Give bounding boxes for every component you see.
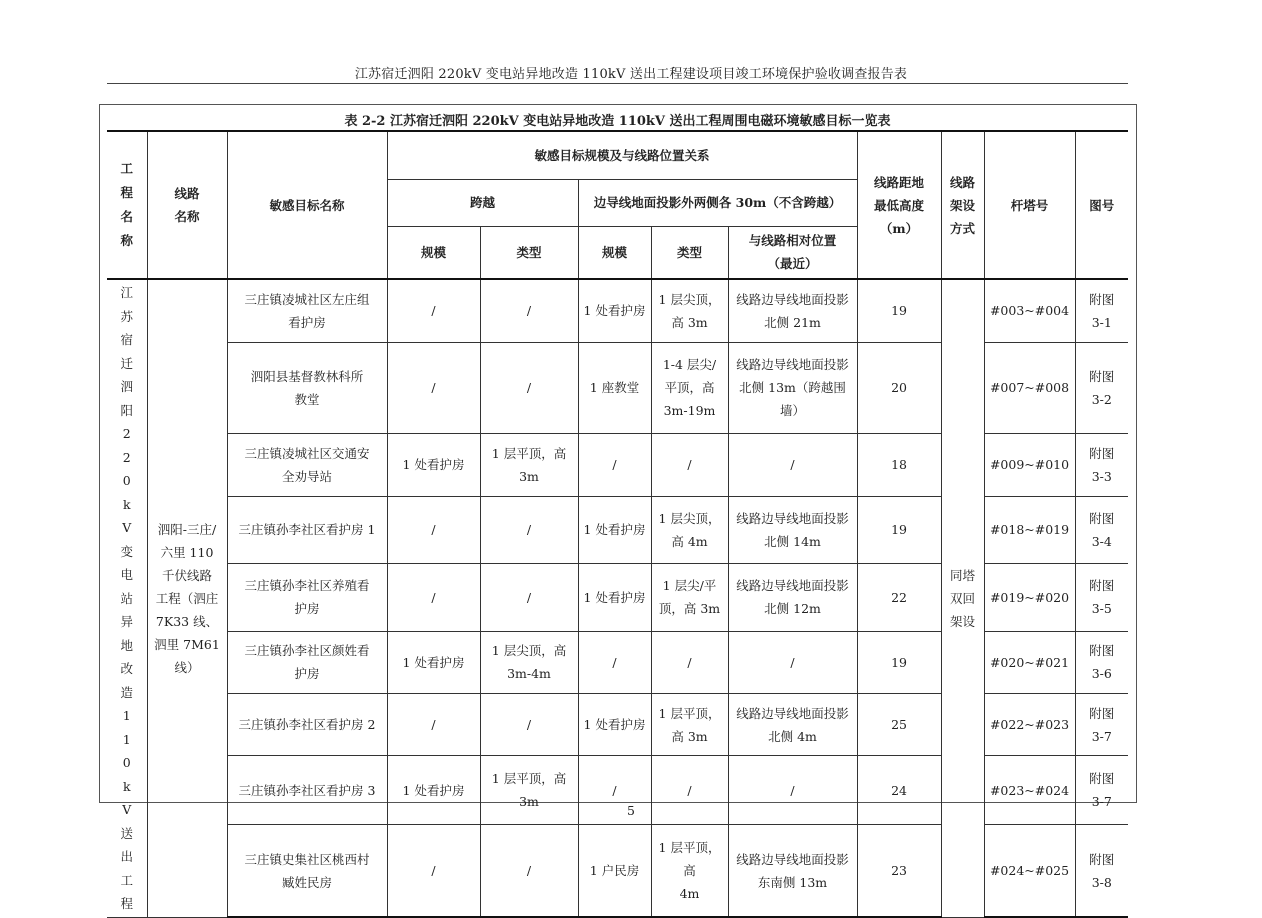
tower-number: #009~#010 bbox=[984, 434, 1075, 496]
target-name: 三庄镇凌城社区左庄组 看护房 bbox=[227, 279, 387, 342]
figure-number: 附图 3-3 bbox=[1075, 434, 1128, 496]
relative-position: 线路边导线地面投影 北侧 14m bbox=[728, 496, 857, 563]
erection-method: 同塔 双回 架设 bbox=[941, 279, 984, 917]
side-scale: 1 座教堂 bbox=[578, 342, 651, 434]
crossing-scale: / bbox=[387, 564, 480, 631]
header-position: 与线路相对位置 （最近） bbox=[728, 226, 857, 279]
relative-position: / bbox=[728, 631, 857, 693]
figure-number: 附图 3-2 bbox=[1075, 342, 1128, 434]
min-height: 25 bbox=[857, 693, 941, 755]
min-height: 19 bbox=[857, 279, 941, 342]
crossing-type: / bbox=[480, 825, 578, 917]
header-target-name: 敏感目标名称 bbox=[227, 131, 387, 279]
relative-position: 线路边导线地面投影 北侧 12m bbox=[728, 564, 857, 631]
min-height: 18 bbox=[857, 434, 941, 496]
header-erection: 线路 架设 方式 bbox=[941, 131, 984, 279]
min-height: 24 bbox=[857, 756, 941, 825]
side-type: / bbox=[651, 631, 728, 693]
crossing-type: 1 层平顶，高 3m bbox=[480, 434, 578, 496]
target-name: 泗阳县基督教林科所 教堂 bbox=[227, 342, 387, 434]
target-name: 三庄镇凌城社区交通安 全劝导站 bbox=[227, 434, 387, 496]
min-height: 23 bbox=[857, 825, 941, 917]
crossing-scale: 1 处看护房 bbox=[387, 756, 480, 825]
min-height: 22 bbox=[857, 564, 941, 631]
side-type: / bbox=[651, 434, 728, 496]
tower-number: #007~#008 bbox=[984, 342, 1075, 434]
crossing-type: / bbox=[480, 342, 578, 434]
side-scale: / bbox=[578, 756, 651, 825]
side-scale: 1 处看护房 bbox=[578, 496, 651, 563]
min-height: 20 bbox=[857, 342, 941, 434]
target-name: 三庄镇孙李社区颜姓看 护房 bbox=[227, 631, 387, 693]
relative-position: 线路边导线地面投影 东南侧 13m bbox=[728, 825, 857, 917]
header-line-name: 线路 名称 bbox=[147, 131, 227, 279]
report-header-title: 江苏宿迁泗阳 220kV 变电站异地改造 110kV 送出工程建设项目竣工环境保护验收调查报告表 bbox=[354, 67, 908, 82]
sensitive-targets-table bbox=[107, 130, 1128, 918]
side-type: / bbox=[651, 756, 728, 825]
header-crossing-scale: 规模 bbox=[387, 226, 480, 279]
tower-number: #019~#020 bbox=[984, 564, 1075, 631]
min-height: 19 bbox=[857, 631, 941, 693]
tower-number: #003~#004 bbox=[984, 279, 1075, 342]
side-scale: 1 户民房 bbox=[578, 825, 651, 917]
crossing-type: / bbox=[480, 279, 578, 342]
figure-number: 附图 3-6 bbox=[1075, 631, 1128, 693]
tower-number: #018~#019 bbox=[984, 496, 1075, 563]
side-scale: 1 处看护房 bbox=[578, 693, 651, 755]
crossing-type: 1 层平顶，高 3m bbox=[480, 756, 578, 825]
table-caption: 表 2-2 江苏宿迁泗阳 220kV 变电站异地改造 110kV 送出工程周围电磁环境敏感目标一览表 bbox=[344, 114, 891, 129]
relative-position: 线路边导线地面投影 北侧 13m（跨越围墙） bbox=[728, 342, 857, 434]
tower-number: #023~#024 bbox=[984, 756, 1075, 825]
crossing-scale: / bbox=[387, 825, 480, 917]
tower-number: #020~#021 bbox=[984, 631, 1075, 693]
header-side: 边导线地面投影外两侧各 30m（不含跨越） bbox=[578, 179, 857, 226]
relative-position: 线路边导线地面投影 北侧 4m bbox=[728, 693, 857, 755]
header-divider bbox=[107, 83, 1128, 84]
side-type: 1 层尖顶， 高 4m bbox=[651, 496, 728, 563]
header-side-type: 类型 bbox=[651, 226, 728, 279]
crossing-type: / bbox=[480, 693, 578, 755]
header-figure: 图号 bbox=[1075, 131, 1128, 279]
relative-position: / bbox=[728, 434, 857, 496]
side-scale: 1 处看护房 bbox=[578, 279, 651, 342]
tower-number: #024~#025 bbox=[984, 825, 1075, 917]
relative-position: / bbox=[728, 756, 857, 825]
crossing-scale: 1 处看护房 bbox=[387, 434, 480, 496]
side-type: 1-4 层尖/ 平顶，高 3m-19m bbox=[651, 342, 728, 434]
side-type: 1 层尖顶， 高 3m bbox=[651, 279, 728, 342]
side-type: 1 层尖/平 顶，高 3m bbox=[651, 564, 728, 631]
header-min-height: 线路距地 最低高度 （m） bbox=[857, 131, 941, 279]
target-name: 三庄镇孙李社区看护房 3 bbox=[227, 756, 387, 825]
relative-position: 线路边导线地面投影 北侧 21m bbox=[728, 279, 857, 342]
tower-number: #022~#023 bbox=[984, 693, 1075, 755]
crossing-scale: / bbox=[387, 342, 480, 434]
side-scale: / bbox=[578, 631, 651, 693]
crossing-scale: / bbox=[387, 279, 480, 342]
target-name: 三庄镇孙李社区养殖看 护房 bbox=[227, 564, 387, 631]
figure-number: 附图 3-1 bbox=[1075, 279, 1128, 342]
header-project-name: 工程名称 bbox=[107, 131, 147, 279]
figure-number: 附图 3-8 bbox=[1075, 825, 1128, 917]
table-row bbox=[107, 279, 1128, 342]
figure-number: 附图 3-5 bbox=[1075, 564, 1128, 631]
crossing-type: / bbox=[480, 564, 578, 631]
line-name-cell: 泗阳-三庄/ 六里 110 千伏线路 工程（泗庄 7K33 线、 泗里 7M61 线） bbox=[147, 279, 227, 917]
project-name-cell: 江苏宿迁泗阳220kV变电站异地改造110kV送出工程 bbox=[107, 279, 147, 917]
target-name: 三庄镇孙李社区看护房 1 bbox=[227, 496, 387, 563]
crossing-type: 1 层尖顶，高 3m-4m bbox=[480, 631, 578, 693]
header-crossing-type: 类型 bbox=[480, 226, 578, 279]
header-scale-group: 敏感目标规模及与线路位置关系 bbox=[387, 131, 857, 179]
crossing-scale: / bbox=[387, 693, 480, 755]
side-type: 1 层平顶， 高 3m bbox=[651, 693, 728, 755]
header-side-scale: 规模 bbox=[578, 226, 651, 279]
side-scale: / bbox=[578, 434, 651, 496]
min-height: 19 bbox=[857, 496, 941, 563]
figure-number: 附图 3-7 bbox=[1075, 756, 1128, 825]
page-number: 5 bbox=[627, 803, 635, 818]
crossing-scale: / bbox=[387, 496, 480, 563]
side-scale: 1 处看护房 bbox=[578, 564, 651, 631]
header-tower: 杆塔号 bbox=[984, 131, 1075, 279]
figure-number: 附图 3-7 bbox=[1075, 693, 1128, 755]
header-crossing: 跨越 bbox=[387, 179, 578, 226]
crossing-type: / bbox=[480, 496, 578, 563]
side-type: 1 层平顶，高 4m bbox=[651, 825, 728, 917]
figure-number: 附图 3-4 bbox=[1075, 496, 1128, 563]
crossing-scale: 1 处看护房 bbox=[387, 631, 480, 693]
target-name: 三庄镇史集社区桃西村 臧姓民房 bbox=[227, 825, 387, 917]
target-name: 三庄镇孙李社区看护房 2 bbox=[227, 693, 387, 755]
